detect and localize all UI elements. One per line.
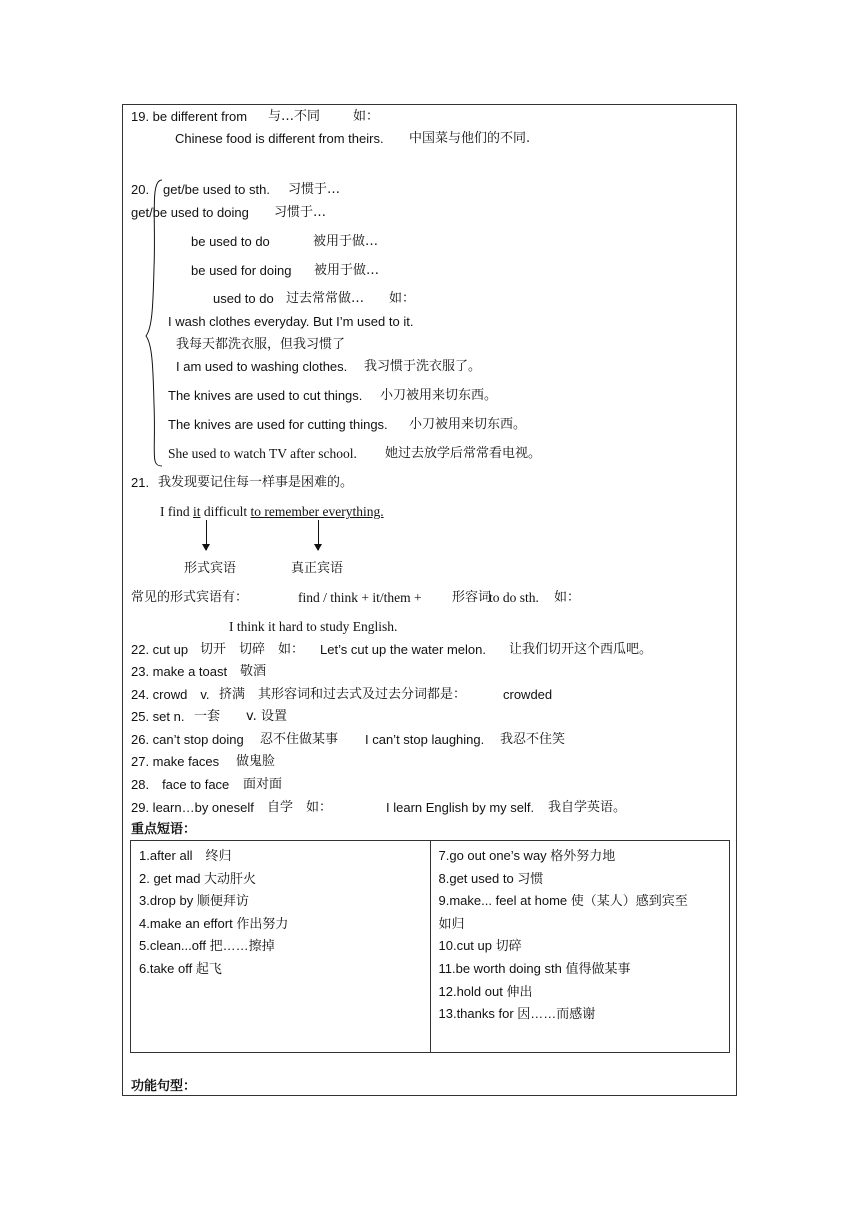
formal-object-arrow (206, 520, 207, 550)
item21-num: 21. (131, 475, 150, 490)
item20-example4: The knives are used for cutting things. (168, 417, 388, 432)
item20-line4-cn: 被用于做… (314, 263, 380, 278)
item20-line5: used to do (213, 291, 274, 306)
phrase-item: 10.cut up 切碎 (438, 938, 522, 954)
phrase-item: 7.go out one’s way 格外努力地 (438, 848, 616, 863)
item20-example3: The knives are used to cut things. (168, 388, 363, 403)
item20-num: 20. (131, 182, 150, 197)
item21-cn: 我发现要记住每一样事是困难的。 (158, 475, 354, 490)
pattern-cn: 形容词 (452, 590, 492, 605)
brace-icon (144, 178, 166, 468)
item19-example: Chinese food is different from theirs. (175, 131, 384, 146)
item20-example2-cn: 我习惯于洗衣服了。 (364, 359, 482, 374)
item20-line4: be used for doing (191, 263, 292, 278)
key-phrases-table (130, 840, 730, 1053)
phrase-item: 12.hold out 伸出 (438, 983, 533, 999)
phrase-item: 6.take off 起飞 (139, 960, 222, 976)
item20-line5-cn: 过去常常做… (286, 291, 365, 306)
item20-example5-cn: 她过去放学后常常看电视。 (385, 446, 542, 461)
item20-line2: get/be used to doing (131, 205, 249, 220)
item20-line5-ru: 如： (389, 291, 416, 306)
phrase-item: 1.after all 终归 (139, 848, 232, 863)
item20-example4-cn: 小刀被用来切东西。 (409, 417, 527, 432)
item20-line1-cn: 习惯于… (288, 182, 341, 197)
pattern-text: find / think + it/them + (298, 590, 422, 605)
item20-example1-cn: 我每天都洗衣服，但我习惯了 (176, 337, 346, 352)
pattern-ru: 如： (554, 590, 581, 605)
item19-meaning: 与…不同 (268, 109, 321, 124)
phrase-item: 5.clean...off 把……擦掉 (139, 938, 275, 954)
phrase-item: 如归 (438, 915, 465, 931)
phrase-item: 9.make... feel at home 使（某人）感到宾至 (438, 893, 688, 909)
real-object-arrow (318, 520, 319, 550)
phrases-right-column (430, 841, 730, 1053)
item21-sentence: I find it difficult to remember everything. (160, 504, 384, 519)
pattern-end: to do sth. (489, 590, 539, 605)
function-heading: 功能句型： (131, 1079, 197, 1094)
item20-example3-cn: 小刀被用来切东西。 (380, 388, 498, 403)
item19-ru: 如： (353, 109, 380, 124)
item21-example: I think it hard to study English. (229, 619, 398, 634)
phrase-item: 2. get mad 大动肝火 (139, 870, 257, 886)
formal-object-label: 形式宾语 (184, 561, 237, 576)
real-object-label: 真正宾语 (291, 561, 344, 576)
common-formal-object: 常见的形式宾语有： (131, 590, 249, 605)
item20-example1: I wash clothes everyday. But I’m used to it. (168, 314, 414, 329)
item19-label: 19. be different from (131, 109, 248, 124)
phrase-item: 3.drop by 顺便拜访 (139, 893, 249, 909)
phrase-item: 13.thanks for 因……而感谢 (438, 1006, 596, 1022)
phrase-item: 11.be worth doing sth 值得做某事 (438, 960, 631, 976)
item19-example-cn: 中国菜与他们的不同. (409, 131, 531, 146)
phrases-heading: 重点短语： (131, 822, 197, 837)
item20-line3-cn: 被用于做… (313, 234, 379, 249)
item20-line1: get/be used to sth. (163, 182, 270, 197)
phrase-item: 4.make an effort 作出努力 (139, 915, 289, 931)
phrases-left-column (131, 841, 431, 1053)
item20-example2: I am used to washing clothes. (176, 359, 348, 374)
item20-line2-cn: 习惯于… (274, 205, 327, 220)
phrase-item: 8.get used to 习惯 (438, 870, 544, 886)
item20-example5: She used to watch TV after school. (168, 446, 357, 461)
item20-line3: be used to do (191, 234, 270, 249)
